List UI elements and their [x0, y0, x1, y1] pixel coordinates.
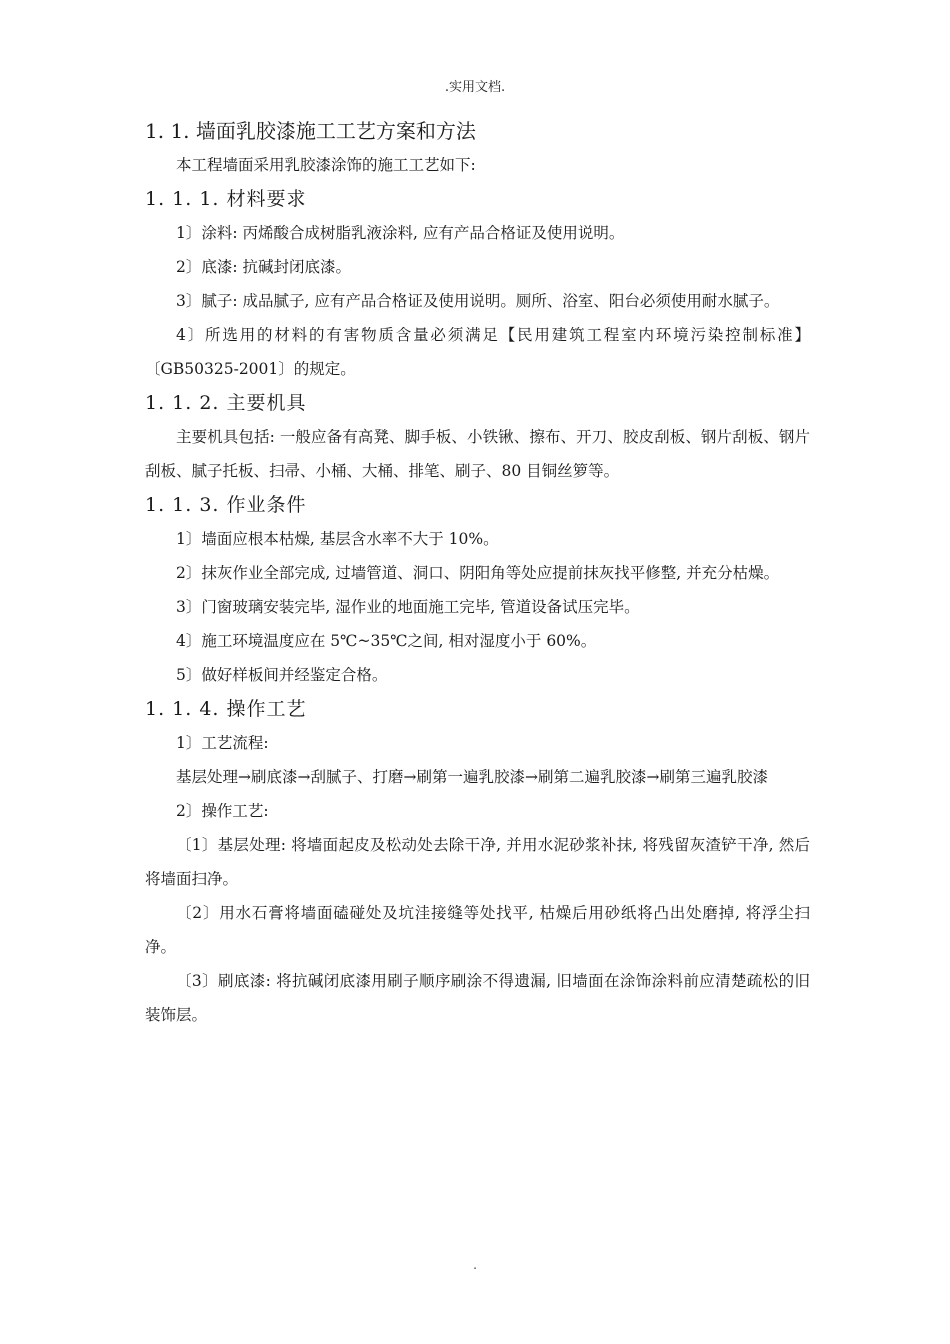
paragraph: 1〕工艺流程: — [176, 734, 269, 752]
paragraph: 4〕施工环境温度应在 5℃~35℃之间, 相对湿度小于 60%。 — [176, 632, 597, 650]
paragraph: 4〕所选用的材料的有害物质含量必须满足【民用建筑工程室内环境污染控制标准】〔GB50325-2001〕的规定。 — [145, 326, 810, 378]
paragraph: 5〕做好样板间并经鉴定合格。 — [176, 666, 388, 684]
subsection-heading: 1. 1. 3. 作业条件 — [145, 494, 307, 516]
subsection-heading: 1. 1. 4. 操作工艺 — [145, 698, 307, 720]
paragraph: 2〕抹灰作业全部完成, 过墙管道、洞口、阴阳角等处应提前抹灰找平修整, 并充分枯燥。 — [176, 564, 780, 582]
paragraph: 3〕门窗玻璃安装完毕, 湿作业的地面施工完毕, 管道设备试压完毕。 — [176, 598, 640, 616]
paragraph: 〔2〕用水石膏将墙面磕碰处及坑洼接缝等处找平, 枯燥后用砂纸将凸出处磨掉, 将浮尘扫净。 — [145, 904, 810, 956]
subsection-heading: 1. 1. 2. 主要机具 — [145, 392, 307, 414]
document-body — [145, 114, 810, 1032]
page-header: .实用文档. — [444, 80, 506, 95]
paragraph: 基层处理→刷底漆→刮腻子、打磨→刷第一遍乳胶漆→刷第二遍乳胶漆→刷第三遍乳胶漆 — [176, 768, 768, 786]
paragraph: 〔3〕刷底漆: 将抗碱闭底漆用刷子顺序刷涂不得遗漏, 旧墙面在涂饰涂料前应清楚疏松的旧装饰层。 — [145, 972, 810, 1024]
paragraph: 1〕墙面应根本枯燥, 基层含水率不大于 10%。 — [176, 530, 499, 548]
page-footer: . — [473, 1258, 477, 1272]
subsection-heading: 1. 1. 1. 材料要求 — [145, 188, 307, 210]
paragraph: 主要机具包括: 一般应备有高凳、脚手板、小铁锹、擦布、开刀、胶皮刮板、钢片刮板、钢片刮板、腻子托板、扫帚、小桶、大桶、排笔、刷子、80 目铜丝箩等。 — [145, 428, 810, 480]
paragraph: 本工程墙面采用乳胶漆涂饰的施工工艺如下: — [176, 156, 476, 174]
paragraph: 2〕底漆: 抗碱封闭底漆。 — [176, 258, 352, 276]
paragraph: 2〕操作工艺: — [176, 802, 269, 820]
paragraph: 1〕涂料: 丙烯酸合成树脂乳液涂料, 应有产品合格证及使用说明。 — [176, 224, 625, 242]
paragraph: 〔1〕基层处理: 将墙面起皮及松动处去除干净, 并用水泥砂浆补抹, 将残留灰渣铲干净, 然后将墙面扫净。 — [145, 836, 810, 888]
paragraph: 3〕腻子: 成品腻子, 应有产品合格证及使用说明。厕所、浴室、阳台必须使用耐水腻子。 — [176, 292, 780, 310]
section-heading: 1. 1. 墙面乳胶漆施工工艺方案和方法 — [145, 119, 476, 143]
